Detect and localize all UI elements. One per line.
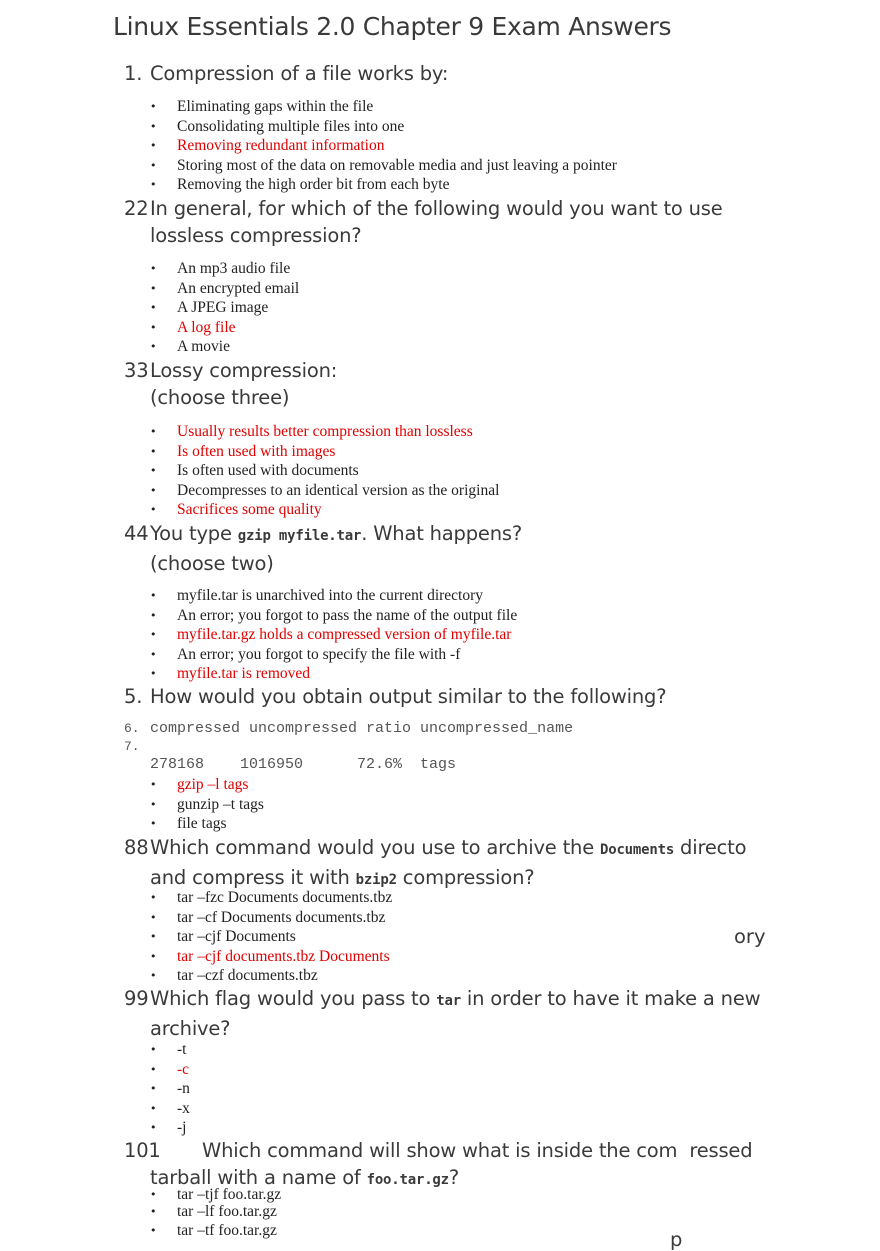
question-text: Compression of a file works by: (150, 62, 449, 85)
options-list-5 (150, 775, 264, 834)
option: • Storing most of the data on removable media and just leaving a pointer (150, 156, 617, 176)
option: • file tags (150, 814, 264, 834)
options-list-1 (150, 97, 617, 195)
question-number: 101 (124, 1139, 161, 1162)
option: • A movie (150, 337, 299, 357)
option: • tar –czf documents.tbz (150, 966, 392, 986)
option: • An error; you forgot to specify the file with -f (150, 645, 517, 665)
line-number: 6. (124, 721, 140, 736)
option: • Decompresses to an identical version as the original (150, 481, 499, 501)
option: • An mp3 audio file (150, 259, 299, 279)
question-2 (124, 195, 723, 249)
question-8 (124, 834, 746, 894)
stray-text-fragment: ory (734, 925, 766, 948)
question-4 (124, 520, 522, 577)
question-3 (124, 357, 337, 411)
option: • -x (150, 1099, 190, 1119)
inline-code: foo.tar.gz (366, 1172, 449, 1188)
correct-option: • Is often used with images (150, 442, 499, 462)
option: • An error; you forgot to pass the name of the output file (150, 606, 517, 626)
inline-code: tar (436, 993, 461, 1009)
option: • tar –cf Documents documents.tbz (150, 908, 392, 928)
question-number: 99 (124, 987, 149, 1010)
option: • Removing the high order bit from each byte (150, 175, 617, 195)
question-text-end: . What happens? (361, 522, 522, 545)
option: • tar –fzc Documents documents.tbz (150, 888, 392, 908)
correct-option: • A log file (150, 318, 299, 338)
inline-code: Documents (599, 842, 675, 858)
question-number: 5. (124, 685, 143, 708)
correct-option: • Removing redundant information (150, 136, 617, 156)
line2-text: tarball with a name of (150, 1166, 367, 1189)
question-1 (124, 60, 448, 87)
options-list-3 (150, 422, 499, 520)
correct-option: • myfile.tar is removed (150, 664, 517, 684)
option: • -n (150, 1079, 190, 1099)
command-output-block (124, 720, 573, 774)
question-9 (124, 985, 760, 1042)
question-number: 44 (124, 522, 149, 545)
option: • Eliminating gaps within the file (150, 97, 617, 117)
correct-option: • gzip –l tags (150, 775, 264, 795)
output-header-line: compressed uncompressed ratio uncompressed_name (150, 720, 574, 737)
option: • An encrypted email (150, 279, 299, 299)
option: • gunzip –t tags (150, 795, 264, 815)
question-text: Lossy compression: (150, 359, 338, 382)
question-text: How would you obtain output similar to the following? (150, 685, 667, 708)
question-text-tail: ressed (689, 1139, 753, 1162)
option: • Is often used with documents (150, 461, 499, 481)
correct-option: • Sacrifices some quality (150, 500, 499, 520)
option: • -t (150, 1040, 190, 1060)
question-text: Which flag would you pass to (150, 987, 437, 1010)
inline-code: bzip2 (355, 872, 397, 888)
option: • Consolidating multiple files into one (150, 117, 617, 137)
question-text: In general, for which of the following would you want to use (150, 197, 723, 220)
line2-text-end: compression? (396, 866, 535, 889)
options-list-4 (150, 586, 517, 684)
stray-text-fragment: p (670, 1228, 683, 1251)
options-list-8 (150, 888, 392, 986)
correct-option: • myfile.tar.gz holds a compressed version of myfile.tar (150, 625, 517, 645)
option: • A JPEG image (150, 298, 299, 318)
options-list-2 (150, 259, 299, 357)
question-text-end: in order to have it make a new (460, 987, 761, 1010)
output-values-line: 278168 1016950 72.6% tags (150, 756, 457, 773)
question-number: 22 (124, 197, 149, 220)
correct-option: • -c (150, 1060, 190, 1080)
inline-code: gzip myfile.tar (237, 528, 362, 544)
line2-text-end: ? (448, 1166, 460, 1189)
question-number: 1. (124, 62, 143, 85)
options-list-9 (150, 1040, 190, 1138)
option: • tar –tf foo.tar.gz (150, 1220, 281, 1241)
correct-option: • Usually results better compression than lossless (150, 422, 499, 442)
question-text-line2: (choose two) (150, 552, 274, 575)
line2-text: and compress it with (150, 866, 356, 889)
option: • tar –lf foo.tar.gz (150, 1203, 281, 1220)
question-5 (124, 683, 666, 710)
option: • myfile.tar is unarchived into the current directory (150, 586, 517, 606)
option: • -j (150, 1118, 190, 1138)
question-text-line2: archive? (150, 1017, 231, 1040)
option: • tar –cjf Documents (150, 927, 392, 947)
option: • tar –tjf foo.tar.gz (150, 1186, 281, 1203)
question-text: Which command would you use to archive the (150, 836, 600, 859)
question-number: 33 (124, 359, 149, 382)
question-text: You type (150, 522, 238, 545)
page-title: Linux Essentials 2.0 Chapter 9 Exam Answers (113, 12, 672, 41)
correct-option: • tar –cjf documents.tbz Documents (150, 947, 392, 967)
question-text-line2: lossless compression? (150, 224, 362, 247)
options-list-10 (150, 1186, 281, 1241)
question-text-line2: (choose three) (150, 386, 290, 409)
question-text: Which command will show what is inside the com (202, 1139, 678, 1162)
question-number: 88 (124, 836, 149, 859)
question-text-end: directo (674, 836, 747, 859)
line-number: 7. (124, 739, 140, 754)
